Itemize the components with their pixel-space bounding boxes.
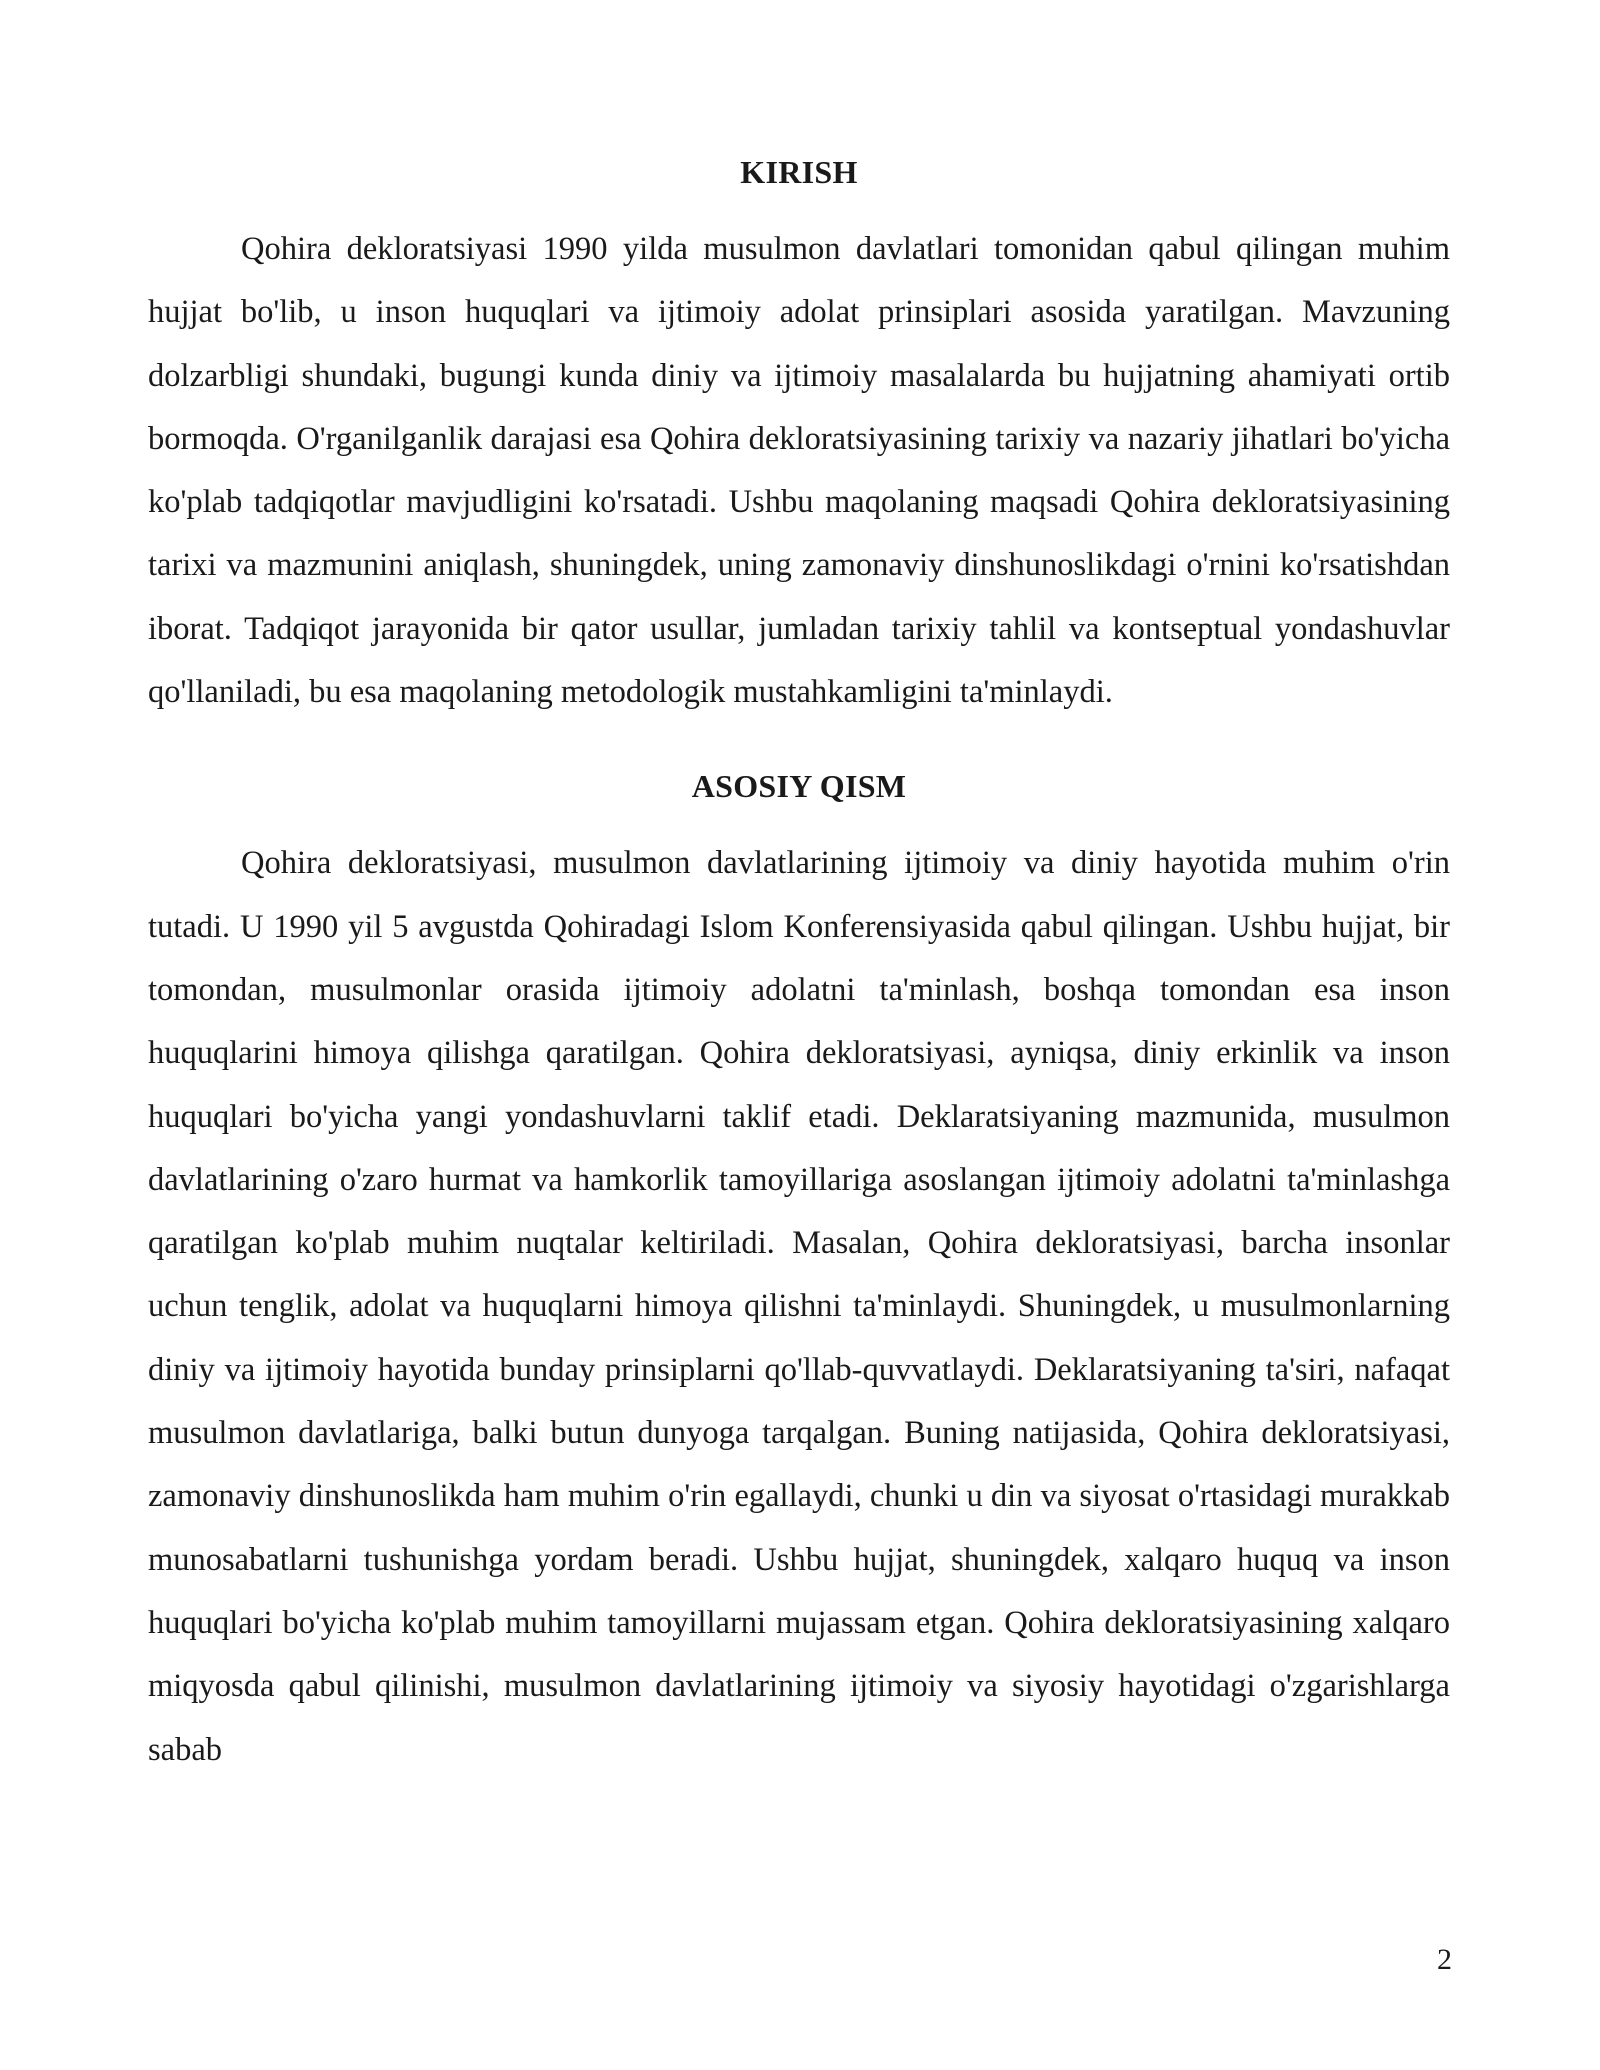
main-part-paragraph: Qohira dekloratsiyasi, musulmon davlatlarining ijtimoiy va diniy hayotida muhim o'rin tutadi. U 1990 yil 5 avgustda Qohiradagi Islom Konferensiyasida qabul qilingan. Ushbu hujjat, bir tomondan, musulmonlar orasida ijtimoiy adolatni ta'minlash, boshqa tomondan esa inson huquqlarini himoya qilishga qaratilgan. Qohira dekloratsiyasi, ayniqsa, diniy erkinlik va inson huquqlari bo'yicha yangi yondashuvlarni taklif etadi. Deklaratsiyaning mazmunida, musulmon davlatlarining o'zaro hurmat va hamkorlik tamoyillariga asoslangan ijtimoiy adolatni ta'minlashga qaratilgan ko'plab muhim nuqtalar keltiriladi. Masalan, Qohira dekloratsiyasi, barcha insonlar uchun tenglik, adolat va huquqlarni himoya qilishni ta'minlaydi. Shuningdek, u musulmonlarning diniy va ijtimoiy hayotida bunday prinsiplarni qo'llab-quvvatlaydi. Deklaratsiyaning ta'siri, nafaqat musulmon davlatlariga, balki butun dunyoga tarqalgan. Buning natijasida, Qohira dekloratsiyasi, zamonaviy dinshunoslikda ham muhim o'rin egallaydi, chunki u din va siyosat o'rtasidagi murakkab munosabatlarni tushunishga yordam beradi. Ushbu hujjat, shuningdek, xalqaro huquq va inson huquqlari bo'yicha ko'plab muhim tamoyillarni mujassam etgan. Qohira dekloratsiyasining xalqaro miqyosda qabul qilinishi, musulmon davlatlarining ijtimoiy va siyosiy hayotidagi o'zgarishlarga sabab [148, 845, 1450, 1768]
section-heading-introduction: KIRISH [740, 154, 858, 190]
document-page [148, 148, 1450, 1782]
page-number: 2 [1437, 1943, 1452, 1976]
introduction-paragraph: Qohira dekloratsiyasi 1990 yilda musulmon davlatlari tomonidan qabul qilingan muhim hujjat bo'lib, u inson huquqlari va ijtimoiy adolat prinsiplari asosida yaratilgan. Mavzuning dolzarbligi shundaki, bugungi kunda diniy va ijtimoiy masalalarda bu hujjatning ahamiyati ortib bormoqda. O'rganilganlik darajasi esa Qohira dekloratsiyasining tarixiy va nazariy jihatlari bo'yicha ko'plab tadqiqotlar mavjudligini ko'rsatadi. Ushbu maqolaning maqsadi Qohira dekloratsiyasining tarixi va mazmunini aniqlash, shuningdek, uning zamonaviy dinshunoslikdagi o'rnini ko'rsatishdan iborat. Tadqiqot jarayonida bir qator usullar, jumladan tarixiy tahlil va kontseptual yondashuvlar qo'llaniladi, bu esa maqolaning metodologik mustahkamligini ta'minlaydi. [148, 231, 1450, 711]
section-heading-main-part: ASOSIY QISM [691, 768, 907, 805]
